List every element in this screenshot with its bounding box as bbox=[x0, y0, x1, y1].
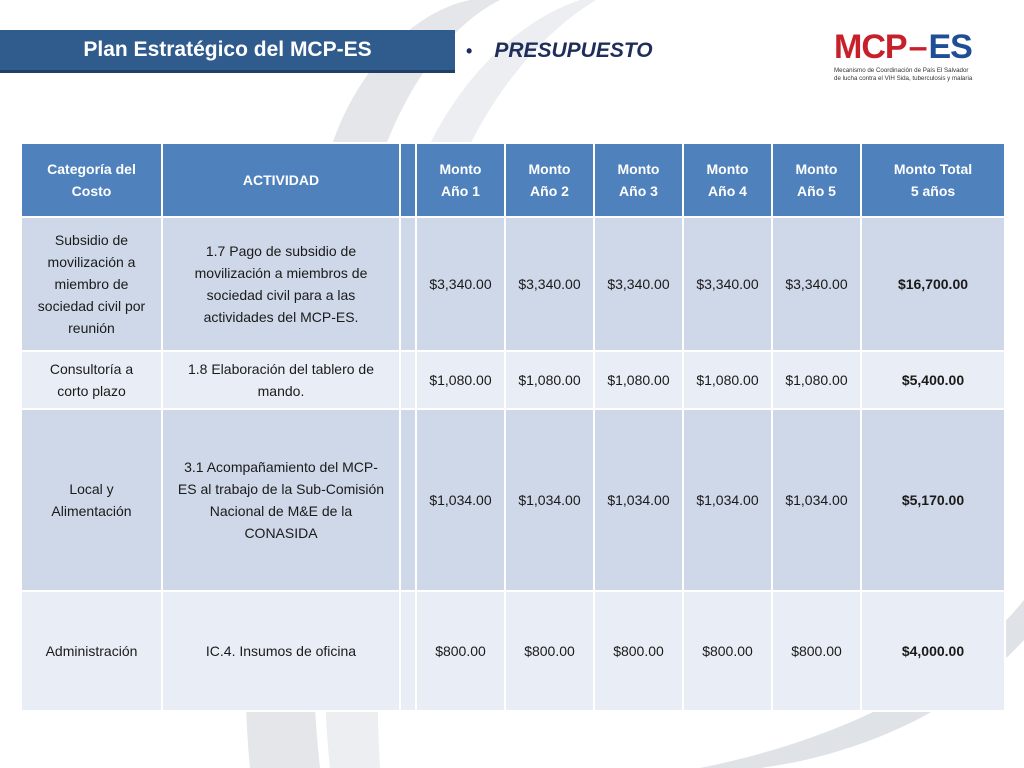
cell-blank bbox=[400, 351, 416, 409]
cell-year-2: $1,034.00 bbox=[505, 409, 594, 591]
cell-blank bbox=[400, 409, 416, 591]
logo-mark-left: MCP bbox=[834, 28, 907, 66]
cell-total: $4,000.00 bbox=[861, 591, 1005, 711]
logo-tagline bbox=[834, 67, 986, 82]
cell-year-2: $800.00 bbox=[505, 591, 594, 711]
logo-mark-dash: – bbox=[908, 28, 927, 66]
logo-mark bbox=[834, 30, 986, 64]
subtitle-text: PRESUPUESTO bbox=[494, 39, 653, 62]
cell-category: Subsidio de movilización a miembro de sociedad civil por reunión bbox=[21, 217, 162, 351]
table-row bbox=[21, 217, 1005, 351]
cell-activity: IC.4. Insumos de oficina bbox=[162, 591, 400, 711]
cell-year-4: $3,340.00 bbox=[683, 217, 772, 351]
table-row bbox=[21, 351, 1005, 409]
cell-total: $5,170.00 bbox=[861, 409, 1005, 591]
table-row bbox=[21, 409, 1005, 591]
header-activity: ACTIVIDAD bbox=[162, 143, 400, 217]
cell-year-1: $3,340.00 bbox=[416, 217, 505, 351]
cell-activity: 3.1 Acompañamiento del MCP- ES al trabajo de la Sub-Comisión Nacional de M&E de la CONASIDA bbox=[162, 409, 400, 591]
cell-year-4: $800.00 bbox=[683, 591, 772, 711]
logo-tagline-line1: Mecanismo de Coordinación de País El Salvador bbox=[834, 67, 969, 74]
section-subtitle bbox=[466, 37, 653, 65]
header-total: Monto Total 5 años bbox=[861, 143, 1005, 217]
cell-year-1: $1,080.00 bbox=[416, 351, 505, 409]
cell-total: $16,700.00 bbox=[861, 217, 1005, 351]
table-row bbox=[21, 591, 1005, 711]
bullet-marker: • bbox=[466, 40, 473, 61]
cell-year-2: $3,340.00 bbox=[505, 217, 594, 351]
cell-year-4: $1,080.00 bbox=[683, 351, 772, 409]
cell-blank bbox=[400, 591, 416, 711]
cell-blank bbox=[400, 217, 416, 351]
cell-year-3: $800.00 bbox=[594, 591, 683, 711]
header-year-4: Monto Año 4 bbox=[683, 143, 772, 217]
cell-year-3: $3,340.00 bbox=[594, 217, 683, 351]
cell-year-5: $800.00 bbox=[772, 591, 861, 711]
header-blank bbox=[400, 143, 416, 217]
cell-year-1: $800.00 bbox=[416, 591, 505, 711]
cell-category: Consultoría a corto plazo bbox=[21, 351, 162, 409]
cell-year-3: $1,080.00 bbox=[594, 351, 683, 409]
cell-year-5: $1,034.00 bbox=[772, 409, 861, 591]
cell-year-5: $3,340.00 bbox=[772, 217, 861, 351]
header-year-1: Monto Año 1 bbox=[416, 143, 505, 217]
table-header-row bbox=[21, 143, 1005, 217]
header-year-3: Monto Año 3 bbox=[594, 143, 683, 217]
header-category: Categoría del Costo bbox=[21, 143, 162, 217]
cell-year-4: $1,034.00 bbox=[683, 409, 772, 591]
header-year-5: Monto Año 5 bbox=[772, 143, 861, 217]
logo-mark-right: ES bbox=[928, 28, 972, 66]
mcp-es-logo bbox=[834, 30, 986, 86]
logo-tagline-line2: de lucha contra el VIH Sida, tuberculosis y malaria bbox=[834, 74, 973, 82]
budget-table bbox=[20, 142, 1006, 712]
cell-total: $5,400.00 bbox=[861, 351, 1005, 409]
cell-year-2: $1,080.00 bbox=[505, 351, 594, 409]
header-year-2: Monto Año 2 bbox=[505, 143, 594, 217]
cell-year-3: $1,034.00 bbox=[594, 409, 683, 591]
cell-category: Local y Alimentación bbox=[21, 409, 162, 591]
cell-year-1: $1,034.00 bbox=[416, 409, 505, 591]
cell-activity: 1.7 Pago de subsidio de movilización a miembros de sociedad civil para a las actividades del MCP-ES. bbox=[162, 217, 400, 351]
slide-title: Plan Estratégico del MCP-ES bbox=[0, 30, 455, 73]
cell-activity: 1.8 Elaboración del tablero de mando. bbox=[162, 351, 400, 409]
cell-category: Administración bbox=[21, 591, 162, 711]
cell-year-5: $1,080.00 bbox=[772, 351, 861, 409]
